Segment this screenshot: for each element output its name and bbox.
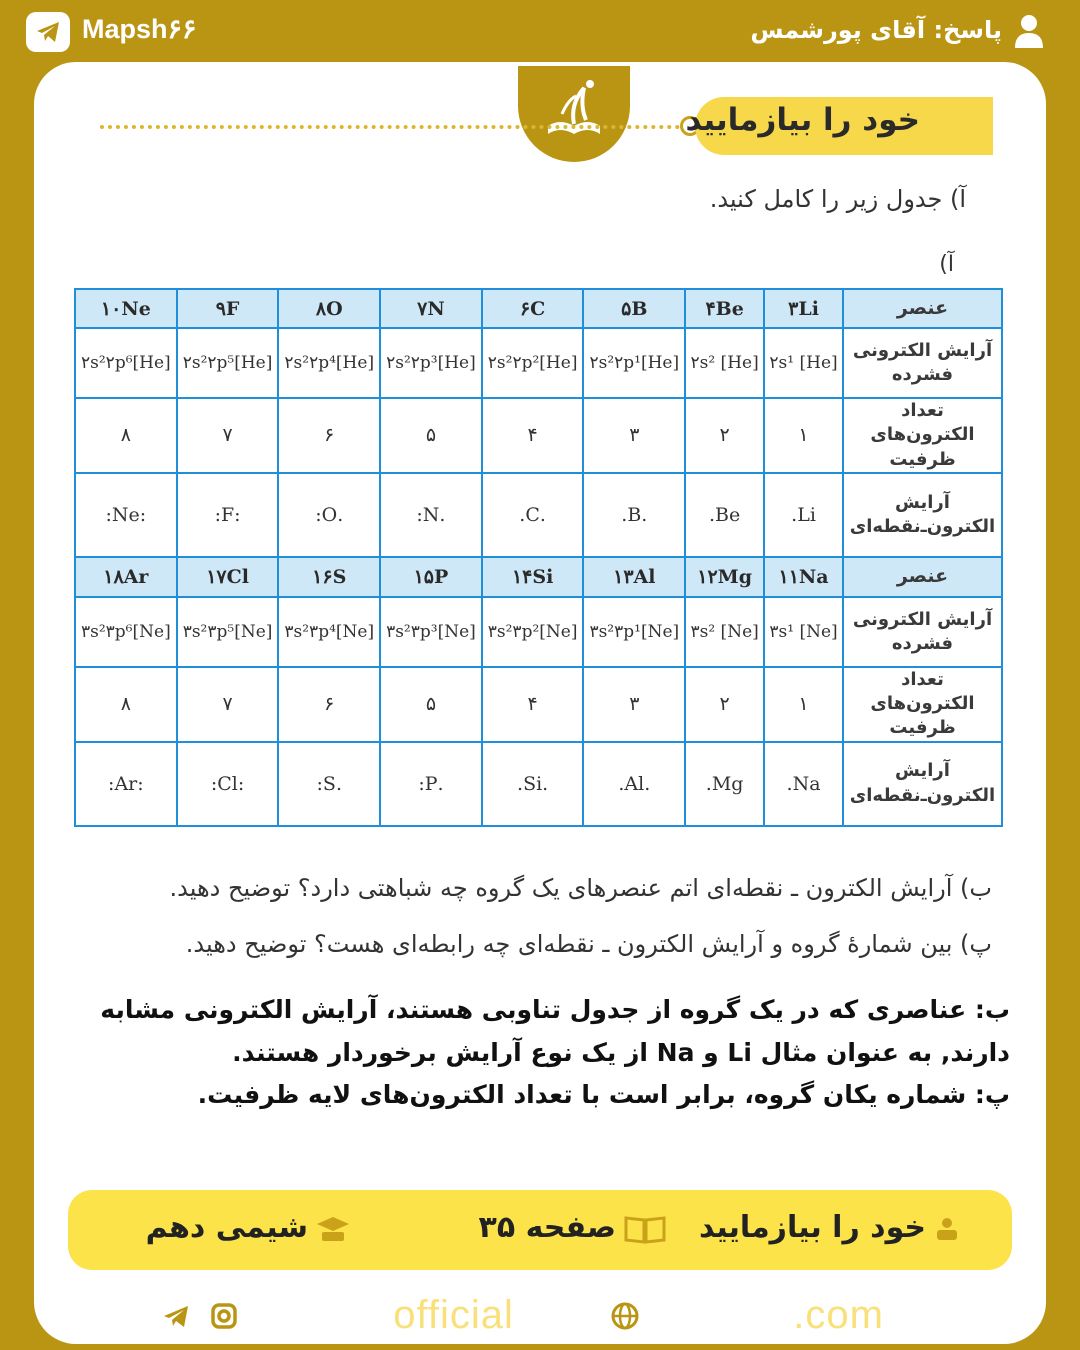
social-handle[interactable] xyxy=(256,1293,514,1338)
element-cell: ۱۵P xyxy=(380,557,482,597)
site-a: bekhun xyxy=(656,1293,794,1337)
channel-handle[interactable]: Mapsh۶۶ xyxy=(82,14,197,44)
teacher-icon xyxy=(934,1216,960,1242)
answer-b-line1: ب: عناصری که در یک گروه از جدول تناوبی هستند، آرایش الکترونی مشابه xyxy=(100,995,1010,1024)
instagram-icon[interactable] xyxy=(204,1295,244,1337)
config-cell: [He]۲s²۲p⁴ xyxy=(278,328,380,398)
valence-cell: ۵ xyxy=(380,667,482,742)
config-cell: [He]۲s²۲p¹ xyxy=(583,328,685,398)
valence-cell: ۶ xyxy=(278,398,380,473)
element-cell: ۱۰Ne xyxy=(75,289,177,328)
answer-author: پاسخ: آقای پورشمس xyxy=(750,16,1002,44)
config-cell: [Ne]۳s²۳p⁴ xyxy=(278,597,380,667)
element-cell: ۱۷Cl xyxy=(177,557,279,597)
row-label-valence: تعداد الکترون‌های ظرفیت xyxy=(843,398,1002,473)
table-row-dot-p2 xyxy=(75,473,1002,557)
element-cell: ۱۱Na xyxy=(764,557,843,597)
topic-text: خود را بیازمایید xyxy=(699,1210,926,1245)
element-cell: ۳Li xyxy=(764,289,843,328)
answer-b-line2: دارند, به عنوان مثال Li و Na از یک نوع آرایش برخوردار هستند. xyxy=(232,1038,1010,1067)
lewis-dot-cell: :Cl: xyxy=(177,742,279,826)
question-p: پ) بین شمارهٔ گروه و آرایش الکترون ـ نقطه‌ای چه رابطه‌ای هست؟ توضیح دهید. xyxy=(185,930,992,958)
config-cell: [He]۲s²۲p² xyxy=(482,328,584,398)
element-cell: ۴Be xyxy=(685,289,764,328)
lewis-dot-cell: .B. xyxy=(583,473,685,557)
valence-cell: ۳ xyxy=(583,398,685,473)
element-cell: ۱۴Si xyxy=(482,557,584,597)
site-b: .com xyxy=(793,1293,884,1337)
config-cell: [He]۲s²۲p⁵ xyxy=(177,328,279,398)
config-cell: [Ne]۳s²۳p² xyxy=(482,597,584,667)
row-label-dot: آرایش الکترون‌ـ‌نقطه‌ای xyxy=(843,742,1002,826)
lewis-dot-cell: .S: xyxy=(278,742,380,826)
element-cell: ۱۸Ar xyxy=(75,557,177,597)
telegram-icon[interactable] xyxy=(26,12,70,52)
answer-p: پ: شماره یکان گروه، برابر است با تعداد الکترون‌های لایه ظرفیت. xyxy=(197,1080,1010,1109)
social-handle-b: official xyxy=(393,1293,514,1337)
config-cell: [He]۲s²۲p⁶ xyxy=(75,328,177,398)
lewis-dot-cell: Li. xyxy=(764,473,843,557)
row-label-config: آرایش الکترونی فشرده xyxy=(843,328,1002,398)
element-cell: ۸O xyxy=(278,289,380,328)
lewis-dot-cell: .C. xyxy=(482,473,584,557)
lewis-dot-cell: Na. xyxy=(764,742,843,826)
valence-cell: ۱ xyxy=(764,398,843,473)
element-cell: ۱۶S xyxy=(278,557,380,597)
valence-cell: ۶ xyxy=(278,667,380,742)
lewis-dot-cell: Mg. xyxy=(685,742,764,826)
part-label: آ) xyxy=(939,252,954,277)
row-label-dot: آرایش الکترون‌ـ‌نقطه‌ای xyxy=(843,473,1002,557)
element-cell: ۹F xyxy=(177,289,279,328)
periodic-table-exercise xyxy=(74,288,1003,827)
lewis-dot-cell: Be. xyxy=(685,473,764,557)
config-cell: [He] ۲s² xyxy=(685,328,764,398)
graduation-cap-icon xyxy=(316,1215,350,1243)
valence-cell: ۷ xyxy=(177,398,279,473)
lewis-dot-cell: :F: xyxy=(177,473,279,557)
valence-cell: ۸ xyxy=(75,398,177,473)
bekhun-logo-icon xyxy=(518,66,630,162)
config-cell: [He]۲s²۲p³ xyxy=(380,328,482,398)
valence-cell: ۲ xyxy=(685,667,764,742)
element-cell: ۷N xyxy=(380,289,482,328)
subject-text: شیمی دهم xyxy=(145,1210,308,1245)
lewis-dot-cell: .Al. xyxy=(583,742,685,826)
valence-cell: ۱ xyxy=(764,667,843,742)
section-divider xyxy=(100,125,680,129)
valence-cell: ۲ xyxy=(685,398,764,473)
question-b: ب) آرایش الکترون ـ نقطه‌ای اتم عنصرهای یک گروه چه شباهتی دارد؟ توضیح دهید. xyxy=(169,874,992,902)
section-title: خود را بیازمایید xyxy=(685,102,920,138)
subject-label xyxy=(146,1210,350,1245)
valence-cell: ۸ xyxy=(75,667,177,742)
table-row-valence-p2 xyxy=(75,398,1002,473)
element-cell: ۱۲Mg xyxy=(685,557,764,597)
lewis-dot-cell: .O: xyxy=(278,473,380,557)
telegram-footer-icon[interactable] xyxy=(156,1295,196,1337)
row-label-valence: تعداد الکترون‌های ظرفیت xyxy=(843,667,1002,742)
book-icon xyxy=(624,1214,666,1244)
website-url[interactable] xyxy=(656,1293,884,1338)
config-cell: [Ne]۳s²۳p⁵ xyxy=(177,597,279,667)
lewis-dot-cell: :Ar: xyxy=(75,742,177,826)
row-label-config: آرایش الکترونی فشرده xyxy=(843,597,1002,667)
lewis-dot-cell: .N: xyxy=(380,473,482,557)
element-cell: ۶C xyxy=(482,289,584,328)
config-cell: [Ne]۳s²۳p⁶ xyxy=(75,597,177,667)
page-text: صفحه ۳۵ xyxy=(478,1210,616,1245)
config-cell: [He] ۲s¹ xyxy=(764,328,843,398)
valence-cell: ۳ xyxy=(583,667,685,742)
config-cell: [Ne]۳s²۳p³ xyxy=(380,597,482,667)
valence-cell: ۷ xyxy=(177,667,279,742)
lewis-dot-cell: .P: xyxy=(380,742,482,826)
table-row-elements-p2 xyxy=(75,289,1002,328)
row-label-element: عنصر xyxy=(843,557,1002,597)
config-cell: [Ne] ۳s¹ xyxy=(764,597,843,667)
element-cell: ۵B xyxy=(583,289,685,328)
valence-cell: ۴ xyxy=(482,398,584,473)
topic-label xyxy=(699,1210,960,1245)
info-bar xyxy=(68,1190,1012,1270)
valence-cell: ۵ xyxy=(380,398,482,473)
lewis-dot-cell: :Ne: xyxy=(75,473,177,557)
lewis-dot-cell: .Si. xyxy=(482,742,584,826)
question-a: آ) جدول زیر را کامل کنید. xyxy=(709,185,966,213)
valence-cell: ۴ xyxy=(482,667,584,742)
globe-icon[interactable] xyxy=(604,1295,646,1337)
table-row-config-p3 xyxy=(75,597,1002,667)
social-handle-a: bekhun xyxy=(256,1293,394,1337)
config-cell: [Ne]۳s²۳p¹ xyxy=(583,597,685,667)
user-icon xyxy=(1014,14,1044,52)
table-row-dot-p3 xyxy=(75,742,1002,826)
page-label xyxy=(479,1210,666,1245)
top-bar xyxy=(0,0,1080,70)
table-row-valence-p3 xyxy=(75,667,1002,742)
table-row-elements-p3 xyxy=(75,557,1002,597)
element-cell: ۱۳Al xyxy=(583,557,685,597)
config-cell: [Ne] ۳s² xyxy=(685,597,764,667)
table-row-config-p2 xyxy=(75,328,1002,398)
row-label-element: عنصر xyxy=(843,289,1002,328)
